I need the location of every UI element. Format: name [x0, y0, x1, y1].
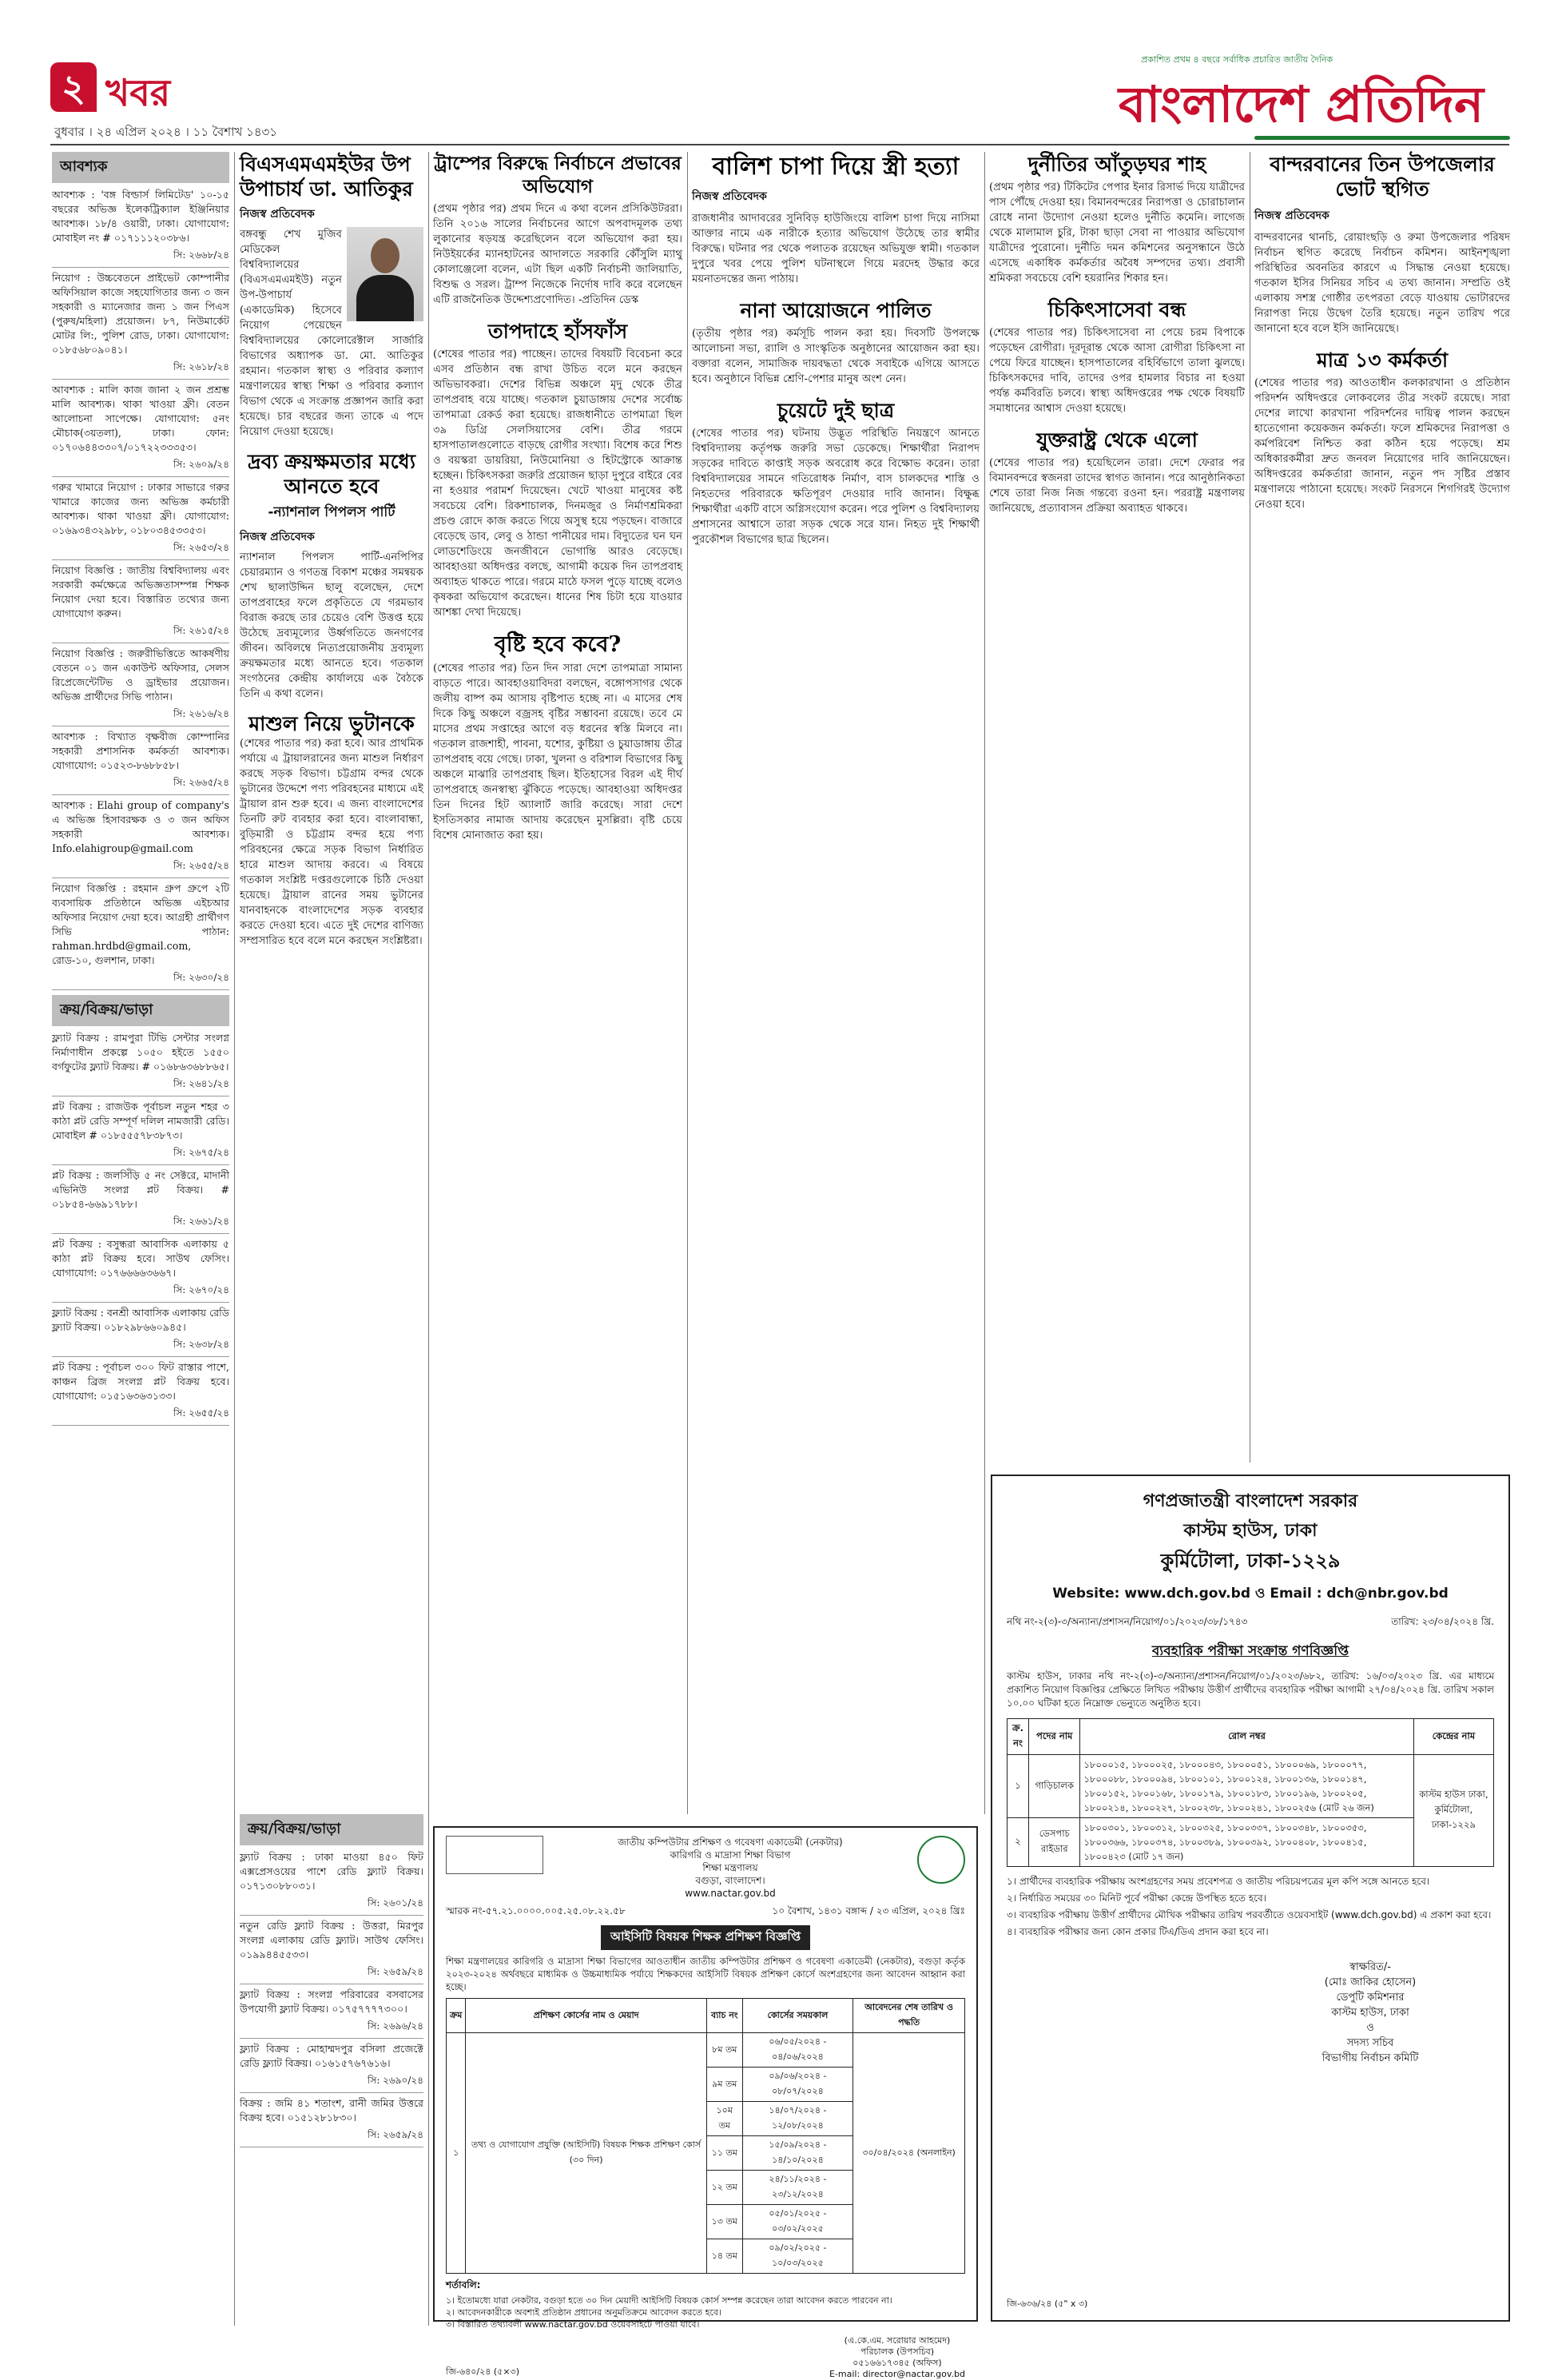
classified-code: সি: ২৬৫৯/২৪ — [367, 2129, 423, 2140]
email: E-mail: director@nactar.gov.bd — [829, 2369, 965, 2379]
notes-list — [1007, 1875, 1494, 1939]
table-cell: ৯ম তম — [706, 2068, 742, 2102]
column-rule — [687, 152, 688, 1814]
classified-ad: ফ্ল্যাট বিক্রয় : বনশ্রী আবাসিক এলাকায় রেডি ফ্ল্যাট বিক্রয়। ০১৮২৯৮৬৬০৯৪৫। — [52, 1307, 230, 1333]
memo-number: স্মারক নং-৫৭.২১.০০০০.০০৫.২৫.০৮.২২.৫৮ — [446, 1905, 626, 1916]
classified-code: সি: ২৬৩০/২৪ — [173, 972, 229, 983]
classified-divider — [52, 559, 229, 560]
article-body: ন্যাশনাল পিপলস পার্টি-এনপিপির চেয়ারম্যান ও গণতন্ত্র বিকাশ মঞ্চের সমন্বয়ক শেখ ছালাউদ্দিন ছালু বলেছেন, দেশে তাপপ্রবাহের ফলে প্রকৃতিতে যে গরমভাব বিরাজ করছে তার চেয়েও বেশি উত্তপ্ত হয়ে উঠেছে দ্রব্যমূল্যের উর্ধ্বগতিতে জনগণের জীবন। অবিলম্বে নিত্যপ্রয়োজনীয় দ্রব্যমূল্য ক্রয়ক্ষমতার মধ্যে আনতে হবে। গতকাল সংগঠনের কেন্দ্রীয় কার্যালয়ে এক বৈঠকে তিনি এ কথা বলেন। — [240, 551, 423, 700]
logo-text: বাংলাদেশ প্রতিদিন — [1119, 75, 1484, 133]
table-cell: ২৪/১১/২০২৪ - ২৩/১২/২০২৪ — [742, 2171, 853, 2205]
conditions-list — [446, 2294, 965, 2330]
note-item: ২। নির্ধারিত সময়ের ৩০ মিনিট পূর্বে পরীক্ষা কেন্দ্রে উপস্থিত হতে হবে। — [1007, 1892, 1266, 1904]
portrait-body — [356, 275, 414, 321]
classified-ad: ফ্ল্যাট বিক্রয় : সংলগ্ন পরিবারের বসবাসের উপযোগী ফ্ল্যাট বিক্রয়। ০১৭৫৭৭৭৭৩০০। — [240, 1988, 423, 2015]
classified-code: সি: ২৬১৮/২৪ — [173, 361, 229, 372]
classified-divider — [52, 1425, 229, 1426]
classified-code: সি: ২৬৫৫/২৪ — [173, 860, 229, 871]
classified-code: সি: ২৬৫৩/২৪ — [173, 542, 229, 553]
table-row — [1008, 1755, 1494, 1818]
org-line: কারিগরি ও মাদ্রাসা শিক্ষা বিভাগ — [670, 1849, 791, 1861]
classified-code: সি: ২৬৩৮/২৪ — [173, 1339, 229, 1350]
org-line: বগুড়া, বাংলাদেশ। — [695, 1875, 765, 1886]
byline: নিজস্ব প্রতিবেদক — [1254, 209, 1329, 222]
reference-number: নথি নং-২(৩)-৩/অন্যান্য/প্রশাসন/নিয়োগ/০১/২০২৩/৩৮/১৭৪৩ — [1007, 1616, 1248, 1627]
table-cell: ১৮০০০১৫, ১৮০০০২৫, ১৮০০০৪৩, ১৮০০০৫১, ১৮০০০৬৯, ১৮০০০৭৭, ১৮০০০৮৮, ১৮০০০৯৪, ১৮০০১০১, ১৮০০১২৪, ১৮০০১৩৬, ১৮০০১৪৭, ১৮০০১৫২, ১৮০০১৬৮, ১৮০০১৭৯, ১৮০০১৮৩, ১৮০০১৯৬, ১৮০০২০৫, ১৮০০২১৪, ১৮০০২২৭, ১৮০০২৩৮, ১৮০০২৪১, ১৮০০২৫৬ (মোট ২৬ জন) — [1080, 1755, 1413, 1818]
table-cell: ১০ম তম — [706, 2102, 742, 2136]
classified-ad: নিয়োগ বিজ্ঞপ্তি : রহমান গ্রুপ গ্রুপে ২টি ব্যবসায়িক প্রতিষ্ঠানে অভিজ্ঞ এইচআর অফিসার নিয়োগ দেয়া হবে। আগ্রহী প্রার্থীগণ সিভি পাঠান: rahman.hrdbd@gmail.com, রোড-১০, গুলশান, ঢাকা। — [52, 882, 229, 966]
classified-divider — [52, 1302, 229, 1303]
table-cell: ১ — [1008, 1755, 1029, 1818]
classifieds-column — [52, 152, 229, 2326]
table-cell: ৮ম তম — [706, 2033, 742, 2068]
column-3 — [433, 152, 682, 1814]
classified-code: সি: ২৬৫৯/২৪ — [367, 1966, 423, 1977]
motto-box — [446, 1836, 543, 1874]
notice-date: তারিখ: ২৩/০৪/২০২৪ খ্রি. — [1391, 1616, 1494, 1627]
article-body: (শেষের পাতার পর) ঘটনায় উদ্ভূত পরিস্থিতি নিয়ন্ত্রণে আনতে বিশ্ববিদ্যালয় কর্তৃপক্ষ জরুরি সভা ডেকেছে। শিক্ষার্থীরা নিরাপদ সড়কের দাবিতে কাপ্তাই সড়ক অবরোধ করে বিক্ষোভ করেন। তারা বিশ্ববিদ্যালয়ের সামনে গতিরোধক নির্মাণ, বাস চালকদের শাস্তি ও নিহতদের পরিবারকে ক্ষতিপূরণ দেওয়ার দাবি জানান। বিক্ষুব্ধ শিক্ষার্থীরা একটি বাসে অগ্নিসংযোগ করেন। পরে পুলিশ ও বিশ্ববিদ্যালয় প্রশাসনের আশ্বাসে তারা সড়ক থেকে সরে যান। নিহত দুই শিক্ষার্থী পুরকৌশল বিভাগের ছাত্র ছিলেন। — [692, 428, 980, 546]
classified-ad: প্লট বিক্রয় : পূর্বাচল ৩০০ ফিট রাস্তার পাশে, কাঞ্চন ব্রিজ সংলগ্ন প্লট বিক্রয় হবে। যোগাযোগ: ০১৫১৬৩৬৩১৩৩। — [52, 1361, 229, 1402]
address-heading: কুর্মিটোলা, ঢাকা-১২২৯ — [1160, 1549, 1341, 1572]
portrait-photo — [347, 227, 423, 321]
article-title: যুক্তরাষ্ট্র থেকে এলো — [1036, 428, 1198, 452]
signature-and: ও — [1366, 2022, 1374, 2034]
classified-ad: প্লট বিক্রয় : রাজউক পূর্বাচল নতুন শহর ৩ কাঠা প্লট রেডি সম্পূর্ণ দলিল নামজারী রেডি। মোবাইল # ০১৮৫৫৫৭৮৩৮৭৩। — [52, 1100, 229, 1141]
byline: নিজস্ব প্রতিবেদক — [240, 531, 315, 543]
table-header-cell: ক্র. নং — [1008, 1719, 1029, 1755]
table-cell: ৩০/০৪/২০২৪ (অনলাইন) — [853, 2033, 965, 2274]
logo-swoosh — [1254, 136, 1510, 140]
classified-ad: প্লট বিক্রয় : বসুন্ধরা আবাসিক এলাকায় ৫ কাঠা প্লট বিক্রয় হবে। সাউথ ফেসিং। যোগাযোগ: ০১৭৬৬৬৬৩৬৬৭। — [52, 1238, 229, 1279]
classified-code: সি: ২৬১৫/২৪ — [173, 625, 229, 636]
classified-ad: বিক্রয় : জমি ৪১ শতাংশ, রানী জমির উত্তরে বিক্রয় হবে। ০১৫১২৮১৮৩০। — [240, 2097, 423, 2123]
classified-ad: ফ্ল্যাট বিক্রয় : রামপুরা টিভি সেন্টার সংলগ্ন নির্মাণাধীন প্রকল্পে ১০৫০ হইতে ১৫৫০ বর্গফুটের ফ্ল্যাট বিক্রয়। # ০১৬৮৬৩৬৮৮৬৫। — [52, 1032, 229, 1073]
website-email[interactable]: Website: www.dch.gov.bd ও Email : dch@nbr.gov.bd — [1052, 1586, 1449, 1602]
table-cell: গাড়িচালক — [1029, 1755, 1080, 1818]
classified-divider — [52, 267, 229, 268]
article-body: (প্রথম পৃষ্ঠার পর) টিকিটের পেপার ইনার রিসার্ভ দিয়ে যাত্রীদের পাস পৌঁছে দেওয়া হয়। বিমানবন্দরের নিরাপত্তা ও চোরাচালান রোধে নানা উদ্যোগ নেওয়া হলেও দুর্নীতি কমেনি। লাগেজ থেকে মালামাল চুরি, টাকা ছাড়া সেবা না পাওয়ার অভিযোগ যাত্রীদের পুরোনো। দুর্নীতি দমন কমিশনের অনুসন্ধানে উঠে এসেছে একাধিক কর্মকর্তার অবৈধ সম্পদের তথ্য। প্রবাসী শ্রমিকরা সবচেয়ে বেশি হয়রানির শিকার হন। — [989, 181, 1245, 285]
condition-item: ২। আবেদনকারীকে অবশ্যই প্রতিষ্ঠান প্রধানের অনুমতিক্রমে আবেদন করতে হবে। — [446, 2307, 721, 2318]
classified-heading-wanted: আবশ্যক — [52, 152, 229, 183]
classified-code: সি: ২৬৭৫/২৪ — [173, 1147, 229, 1158]
column-rule — [984, 152, 985, 1814]
article-body: (শেষের পাতার পর) হয়েছিলেন তারা। দেশে ফেরার পর বিমানবন্দরে স্বজনরা তাদের স্বাগত জানান। পরে আনুষ্ঠানিকতা শেষে তারা নিজ নিজ গন্তব্যে রওনা হন। পররাষ্ট্র মন্ত্রণালয় জানিয়েছে, প্রত্যাবাসন প্রক্রিয়া অব্যাহত থাকবে। — [989, 457, 1245, 515]
table-cell: ১৪ তম — [706, 2239, 742, 2274]
column-6 — [1254, 152, 1510, 1463]
article-title: মাত্র ১৩ কর্মকর্তা — [1316, 348, 1449, 372]
classified-divider — [52, 476, 229, 477]
article-body: (শেষের পাতার পর) আওতাধীন কলকারখানা ও প্রতিষ্ঠান পরিদর্শন অধিদপ্তরে লোকবলের তীব্র সংকট রয়েছে। সারা দেশের লাখো কারখানা পরিদর্শনের দায়িত্ব পালন করছেন হাতেগোনা কয়েকজন কর্মকর্তা। ফলে শ্রমিকদের নিরাপত্তা ও কর্মপরিবেশ নিশ্চিত করা কঠিন হয়ে পড়েছে। শ্রম অধিকারকর্মীরা দ্রুত জনবল নিয়োগের দাবি জানিয়েছেন। অধিদপ্তরের কর্মকর্তারা জানান, নতুন পদ সৃষ্টির প্রস্তাব মন্ত্রণালয়ে পাঠানো হয়েছে। সংকট নিরসনে শিগগিরই উদ্যোগ নেওয়া হবে। — [1254, 377, 1510, 511]
exam-table — [1007, 1718, 1494, 1867]
table-header-cell: প্রশিক্ষণ কোর্সের নাম ও মেয়াদ — [466, 1999, 707, 2033]
article-body: বঙ্গবন্ধু শেখ মুজিব মেডিকেল বিশ্ববিদ্যালয়ের (বিএসএমএমইউ) নতুন উপ-উপাচার্য (একাডেমিক) হিসেবে নিয়োগ পেয়েছেন বিশ্ববিদ্যালয়ের কোলোরেক্টাল সার্জারি বিভাগের অধ্যাপক ডা. মো. আতিকুর রহমান। গতকাল স্বাস্থ্য ও পরিবার কল্যাণ মন্ত্রণালয়ের স্বাস্থ্য শিক্ষা ও পরিবার কল্যাণ বিভাগ থেকে এ সংক্রান্ত প্রজ্ঞাপন জারি করা হয়েছে। চার বছরের জন্য তাকে এ পদে নিয়োগ দেওয়া হয়েছে। — [240, 229, 423, 438]
article-title: নানা আয়োজনে পালিত — [740, 299, 932, 322]
signature-name: (মোঃ জাকির হোসেন) — [1324, 1976, 1417, 1988]
column-4 — [692, 152, 980, 1814]
table-cell: তথ্য ও যোগাযোগ প্রযুক্তি (আইসিটি) বিষয়ক শিক্ষক প্রশিক্ষণ কোর্স (৩০ দিন) — [466, 2033, 707, 2274]
article-body: (শেষের পাতার পর) পাচ্ছেন। তাদের বিষয়টি বিবেচনা করে এসব প্রতিষ্ঠান বন্ধ রাখা উচিত বলে মনে করছেন অভিভাবকরা। দেশের বিভিন্ন অঞ্চলে মৃদু থেকে তীব্র তাপপ্রবাহ বয়ে যাচ্ছে। গতকাল চুয়াডাঙ্গায় দেশের সর্বোচ্চ তাপমাত্রা রেকর্ড করা হয়েছে। রাজধানীতে তাপমাত্রা ছিল ৩৯ ডিগ্রি সেলসিয়াসের বেশি। তীব্র গরমে হাসপাতালগুলোতে বাড়ছে রোগীর সংখ্যা। বিশেষ করে শিশু ও বয়স্করা ডায়রিয়া, নিউমোনিয়া ও হিটস্ট্রোকে আক্রান্ত হচ্ছেন। চিকিৎসকরা জরুরি প্রয়োজন ছাড়া দুপুরে বাইরে বের না হওয়ার পরামর্শ দিয়েছেন। খেটে খাওয়া মানুষের কষ্ট সবচেয়ে বেশি। রিকশাচালক, দিনমজুর ও নির্মাণশ্রমিকরা প্রচণ্ড রোদে কাজ করতে গিয়ে অসুস্থ হয়ে পড়ছেন। বাজারে বেড়েছে ডাব, লেবু ও ঠান্ডা পানীয়ের দাম। বিদ্যুতের ঘন ঘন লোডশেডিংয়ে জনজীবনে ভোগান্তি আরও বেড়েছে। আবহাওয়া অধিদপ্তর বলছে, আগামী কয়েক দিন তাপপ্রবাহ অব্যাহত থাকতে পারে। গরমে মাঠে ফসল পুড়ে যাচ্ছে বলেও কৃষকরা অভিযোগ করেছেন। ধানের শিষ চিটা হয়ে যাওয়ার আশঙ্কা দেখা দিয়েছে। — [433, 348, 682, 619]
website-link[interactable]: www.nactar.gov.bd — [685, 1888, 776, 1899]
notice-date: ১০ বৈশাখ, ১৪৩১ বঙ্গাব্দ / ২৩ এপ্রিল, ২০২৪ খ্রিঃ — [772, 1905, 965, 1916]
table-cell: ০৯/০২/২০২৫ - ১০/০৩/২০২৫ — [742, 2239, 853, 2274]
classified-divider — [52, 794, 229, 795]
notice-intro: কাস্টম হাউস, ঢাকার নথি নং-২(৩)-৩/অন্যান্য/প্রশাসন/নিয়োগ/০১/২০২৩/৬৮২, তারিখ: ১৬/০৩/২০২৩ খ্রি. এর মাধ্যমে প্রকাশিত নিয়োগ বিজ্ঞপ্তির প্রেক্ষিতে লিখিত পরীক্ষায় উত্তীর্ণ প্রার্থীদের ব্যবহারিক পরীক্ষা আগামী ২৭/০৪/২০২৪ খ্রি. তারিখ সকাল ১০.০০ ঘটিকা হতে নিম্নোক্ত ভেন্যুতে অনুষ্ঠিত হবে। — [1007, 1670, 1494, 1709]
table-row — [447, 2033, 965, 2068]
signature-committee: বিভাগীয় নির্বাচন কমিটি — [1322, 2052, 1419, 2064]
classified-ad: আবশ্যক : বিখ্যাত বৃক্ষবীজ কোম্পানির সহকারী প্রশাসনিক কর্মকর্তা আবশ্যক। যোগাযোগ: ০১৫২৩-৮৬৮৮৫৮। — [52, 730, 229, 771]
byline: নিজস্ব প্রতিবেদক — [692, 190, 767, 203]
nactar-training-notice — [433, 1826, 978, 2379]
classified-code: সি: ২৬৫৫/২৪ — [173, 1407, 229, 1419]
table-cell: কাস্টম হাউস ঢাকা, কুর্মিটোলা, ঢাকা-১২২৯ — [1413, 1755, 1493, 1867]
table-cell: ০৯/০৬/২০২৪ - ০৮/০৭/২০২৪ — [742, 2068, 853, 2102]
table-cell: ০৫/০১/২০২৫ - ০৩/০২/২০২৫ — [742, 2205, 853, 2239]
table-cell: ১২ তম — [706, 2171, 742, 2205]
article-body: (প্রথম পৃষ্ঠার পর) প্রথম দিনে এ কথা বলেন প্রসিকিউটররা। তিনি ২০১৬ সালের নির্বাচনের আগে অপবাদমূলক তথ্য লুকানোর ষড়যন্ত্র করেছিলেন বলে অভিযোগ করা হয়। নিউইয়র্কের ম্যানহাটনের আদালতে সরকারি কৌঁসুলি ম্যাথু কোলাঞ্জেলো বলেন, এটা ছিল একটি নির্বাচনী জালিয়াতি, বিশুদ্ধ ও সরল। ট্রাম্প নিজেকে নির্দোষ দাবি করে বলেছেন এটি রাজনৈতিক উদ্দেশ্যপ্রণোদিত। -প্রতিদিন ডেস্ক — [433, 203, 682, 306]
table-cell: ০৬/০৫/২০২৪ - ০৪/০৬/২০২৪ — [742, 2033, 853, 2068]
classified-heading-sale: ক্রয়/বিক্রয়/ভাড়া — [240, 1814, 423, 1845]
classified-ad: প্লট বিক্রয় : জলসিঁড়ি ৫ নং সেক্টরে, মাদানী এভিনিউ সংলগ্ন প্লট বিক্রয়। # ০১৮৫৪-৬৬৯১৭৮৮। — [52, 1169, 229, 1210]
classified-list-sale — [52, 1031, 229, 1426]
article-body: (শেষের পাতার পর) তিন দিন সারা দেশে তাপমাত্রা সামান্য বাড়তে পারে। আবহাওয়াবিদরা বলছেন, বঙ্গোপসাগর থেকে জলীয় বাষ্প কম আসায় বৃষ্টিপাত হচ্ছে না। এ মাসের শেষ দিকে কিছু অঞ্চলে বজ্রসহ বৃষ্টির সম্ভাবনা রয়েছে। তবে মে মাসের প্রথম সপ্তাহের আগে বড় ধরনের স্বস্তি মিলবে না। গতকাল রাজশাহী, পাবনা, যশোর, কুষ্টিয়া ও চুয়াডাঙ্গায় তীব্র তাপপ্রবাহ বয়ে গেছে। ঢাকা, খুলনা ও বরিশাল বিভাগের কিছু অঞ্চলে মাঝারি তাপপ্রবাহ ছিল। ইতিহাসের বিরল এই দীর্ঘ তাপপ্রবাহে জনস্বাস্থ্য ঝুঁকিতে পড়েছে। আবহাওয়া অধিদপ্তর তিন দিনের হিট অ্যালার্ট জারি করেছে। সারা দেশে ইসতিসকার নামাজ আদায় করেছেন মুসল্লিরা। বৃষ্টি চেয়ে বিশেষ মোনাজাত করা হয়। — [433, 663, 682, 842]
office-heading: কাস্টম হাউস, ঢাকা — [1183, 1520, 1318, 1541]
article-subtitle: -ন্যাশনাল পিপলস পার্টি — [268, 504, 395, 520]
classified-heading-sale: ক্রয়/বিক্রয়/ভাড়া — [52, 995, 229, 1026]
classified-code: সি: ২৬৬৫/২৪ — [173, 777, 229, 788]
article-body: (তৃতীয় পৃষ্ঠার পর) কর্মসূচি পালন করা হয়। দিবসটি উপলক্ষে আলোচনা সভা, র‍্যালি ও সাংস্কৃতিক অনুষ্ঠানের আয়োজন করা হয়। বক্তারা বলেন, সামাজিক দায়বদ্ধতা থেকে সবাইকে এগিয়ে আসতে হবে। অনুষ্ঠানে বিভিন্ন শ্রেণি-পেশার মানুষ অংশ নেন। — [692, 328, 980, 385]
org-emblem — [917, 1836, 965, 1884]
table-header-cell: ক্রম — [447, 1999, 466, 2033]
signature-title: পরিচালক (উপসচিব) — [860, 2346, 935, 2357]
article-body: রাজধানীর আদাবরের সুনিবিড় হাউজিংয়ে বালিশ চাপা দিয়ে নাসিমা আক্তার নামে এক নারীকে হত্যার অভিযোগ উঠেছে তার স্বামীর বিরুদ্ধে। ঘটনার পর থেকে পলাতক রয়েছেন অভিযুক্ত স্বামী। গতকাল দুপুরে খবর পেয়ে পুলিশ ঘটনাস্থলে গিয়ে মরদেহ উদ্ধার করে ময়নাতদন্তের জন্য পাঠায়। — [692, 213, 980, 285]
note-item: ৪। ব্যবহারিক পরীক্ষার জন্য কোন প্রকার টিএ/ডিএ প্রদান করা হবে না। — [1007, 1926, 1269, 1937]
table-cell: ১৫/০৯/২০২৪ - ১৪/১০/২০২৪ — [742, 2136, 853, 2171]
classified-code: সি: ২৬০৯/২৪ — [173, 459, 229, 470]
table-cell: ২ — [1008, 1818, 1029, 1867]
notice-title: আইসিটি বিষয়ক শিক্ষক প্রশিক্ষণ বিজ্ঞপ্তি — [601, 1925, 810, 1950]
classified-ad: ফ্ল্যাট বিক্রয় : ঢাকা মাওয়া ৪৫০ ফিট এক্সপ্রেসওয়ের পাশে রেডি ফ্ল্যাট বিক্রয়। ০১৭১৩০৮৮০৩১। — [240, 1851, 423, 1892]
note-item: ৩। ব্যবহারিক পরীক্ষায় উত্তীর্ণ প্রার্থীদের মৌখিক পরীক্ষার তারিখ পরবর্তীতে ওয়েবসাইট (www.dch.gov.bd) এ প্রকাশ করা হবে। — [1007, 1909, 1492, 1920]
classified-divider — [240, 1915, 423, 1916]
article-body: বান্দরবানের থানচি, রোয়াংছড়ি ও রুমা উপজেলার পরিষদ নির্বাচন স্থগিত করেছে নির্বাচন কমিশন। আইনশৃঙ্খলা পরিস্থিতির অবনতির কারণে এ সিদ্ধান্ত নেওয়া হয়েছে। গতকাল ইসির সিনিয়র সচিব এ তথ্য জানান। সম্প্রতি ওই এলাকায় সশস্ত্র গোষ্ঠীর তৎপরতা বেড়ে যাওয়ায় ভোটারদের নিরাপত্তা নিয়ে উদ্বেগ তৈরি হয়েছে। নতুন তারিখ পরে জানানো হবে বলে ইসি জানিয়েছে। — [1254, 232, 1510, 335]
note-item: ১। প্রার্থীদের ব্যবহারিক পরীক্ষায় অংশগ্রহণের সময় প্রবেশপত্র ও জাতীয় পরিচয়পত্রের মূল কপি সঙ্গে আনতে হবে। — [1007, 1876, 1430, 1887]
classified-code: সি: ২৬৬১/২৪ — [173, 1216, 229, 1227]
table-header-cell: পদের নাম — [1029, 1719, 1080, 1755]
page-number: ২ — [62, 66, 85, 109]
classified-ad: নতুন রেডি ফ্ল্যাট বিক্রয় : উত্তরা, মিরপুর সংলগ্ন এলাকায় রেডি ফ্ল্যাট। সাউথ ফেসিং। ০১৯৯৪৪৫৫৩৩। — [240, 1920, 423, 1960]
logo-tagline: প্রকাশিত প্রথম ৪ বছরে সর্বাধিক প্রচারিত জাতীয় দৈনিক — [1141, 54, 1333, 65]
classified-divider — [52, 989, 229, 990]
article-title: দ্রব্য ক্রয়ক্ষমতার মধ্যে আনতে হবে — [248, 450, 415, 498]
customs-exam-notice — [991, 1475, 1510, 2322]
classified-code: সি: ২৬৯০/২৪ — [367, 2075, 423, 2086]
table-header-cell: কোর্সের সময়কাল — [742, 1999, 853, 2033]
signature-title: ডেপুটি কমিশনার — [1336, 1992, 1405, 2004]
signature-role: সদস্য সচিব — [1346, 2037, 1394, 2049]
signature-name: (এ.কে.এম. সরোয়ার আহমেদ) — [844, 2335, 951, 2346]
column-2 — [240, 152, 423, 1806]
classified-ad: আবশ্যক : 'বঙ্গ বিল্ডার্স লিমিটেড' ১০-১৫ বছরের অভিজ্ঞ ইলেকট্রিক্যাল ইঞ্জিনিয়ার আবশ্যক। ১৮/৪ ওয়ারী, ঢাকা। যোগাযোগ: মোবাইল নং # ০১৭১১১২০৩৮৬। — [52, 189, 229, 244]
byline: নিজস্ব প্রতিবেদক — [240, 208, 315, 221]
classified-code: সি: ২৬৪১/২৪ — [173, 1078, 229, 1089]
classified-code: সি: ২৬১৬/২৪ — [173, 708, 229, 719]
column-rule — [234, 152, 235, 2326]
article-title: মাশুল নিয়ে ভুটানকে — [248, 712, 415, 735]
header-date: বুধবার । ২৪ এপ্রিল ২০২৪ । ১১ বৈশাখ ১৪৩১ — [54, 125, 278, 139]
classified-ad: আবশ্যক : Elahi group of company's এ অভিজ্ঞ হিসাবরক্ষক ও ৩ জন অফিস সহকারী আবশ্যক। Info.elahigroup@gmail.com — [52, 799, 229, 854]
condition-item: ১। ইতোমধ্যে যারা নেকটার, বগুড়া হতে ৩০ দিন মেয়াদী আইসিটি বিষয়ক কোর্স সম্পন্ন করেছেন তারা আবেদন করতে পারবেন না। — [446, 2295, 892, 2306]
classified-divider — [52, 1356, 229, 1357]
classified-code: সি: ২৬৭০/২৪ — [173, 1284, 229, 1295]
table-cell: ১১ তম — [706, 2136, 742, 2171]
classified-code: সি: ২৬৯৬/২৪ — [367, 2020, 423, 2032]
condition-item: ৩। বিস্তারিত তথ্যাবলী www.nactar.gov.bd ওয়েবসাইটে পাওয়া যাবে। — [446, 2319, 700, 2330]
table-cell: ১ — [447, 2033, 466, 2274]
article-title: বালিশ চাপা দিয়ে স্ত্রী হত্যা — [712, 153, 960, 181]
classified-list-wanted — [52, 188, 229, 990]
classified-divider — [240, 2038, 423, 2039]
table-cell: ১৪/০৭/২০২৪ - ১২/০৮/২০২৪ — [742, 2102, 853, 2136]
classifieds-column-2 — [240, 1814, 423, 2326]
signature-office: কাস্টম হাউস, ঢাকা — [1331, 2007, 1409, 2019]
article-title: বান্দরবানের তিন উপজেলার ভোট স্থগিত — [1270, 153, 1495, 201]
phone: ০৫১৬৬১৭৩৪৫ (অফিস) — [853, 2358, 942, 2368]
table-header-cell: রোল নম্বর — [1080, 1719, 1413, 1755]
classified-code: সি: ২৬০১/২৪ — [367, 1897, 423, 1908]
article-body: (শেষের পাতার পর) করা হবে। আর প্রাথমিক পর্যায়ে এ ট্রায়ালরানের জন্য মাশুল নির্ধারণ করছে সড়ক বিভাগ। চট্টগ্রাম বন্দর থেকে ভুটানের উদ্দেশে পণ্য পরিবহনের মাধ্যমে এই ট্রায়াল রান শুরু হবে। এ জন্য বাংলাদেশের তিনটি রুট ব্যবহার করা হবে। বাংলাবান্ধা, বুড়িমারী ও চট্টগ্রাম বন্দর হয়ে পণ্য পরিবহনের ক্ষেত্রে সড়ক বিভাগ নির্ধারিত হারে মাশুল আদায় করবে। এ বিষয়ে গতকাল সংশ্লিষ্ট দপ্তরগুলোকে চিঠি দেওয়া হয়েছে। ট্রায়াল রানের সময় ভুটানের যানবাহনকে বাংলাদেশের সড়ক ব্যবহার করতে দেওয়া হবে। এতে দুই দেশের বাণিজ্য সম্প্রসারিত হবে বলে মনে করছেন সংশ্লিষ্টরা। — [240, 738, 423, 947]
classified-divider — [52, 1233, 229, 1234]
ad-code: জি-৬৩৬/২৪ (৫" x ৩) — [1007, 2298, 1088, 2309]
gov-heading: গণপ্রজাতন্ত্রী বাংলাদেশ সরকার — [1143, 1490, 1358, 1511]
classified-ad: আবশ্যক : মালি কাজ জানা ২ জন প্রশ্রম্ভ মালি আবশ্যক। থাকা খাওয়া ফ্রী। বেতন আলোচনা সাপেক্ষে। যোগাযোগ: ৫নং মৌচাক(৩য়তলা), ঢাকা। ফোন: ০১৭০৬৪৪৩৩০৭/০১৭২২৩৩৩৫৩। — [52, 384, 229, 453]
classified-divider — [52, 1164, 229, 1165]
masthead — [0, 0, 1558, 160]
article-body: (শেষের পাতার পর) চিকিৎসাসেবা না পেয়ে চরম বিপাকে পড়েছেন রোগীরা। দূরদূরান্ত থেকে আসা রোগীরা চিকিৎসা না পেয়ে ফিরে যাচ্ছেন। হাসপাতালের বহির্বিভাগে তালা ঝুলছে। চিকিৎসকদের দাবি, তাদের ওপর হামলার বিচার না হওয়া পর্যন্ত কর্মবিরতি চলবে। স্বাস্থ্য অধিদপ্তরের পক্ষ থেকে বিষয়টি সমাধানের আশ্বাস দেওয়া হয়েছে। — [989, 327, 1245, 415]
section-name: খবর — [105, 71, 171, 114]
article-title: চুয়েটে দুই ছাত্র — [777, 399, 895, 422]
header-rule — [50, 144, 1509, 145]
table-header-cell: ব্যাচ নং — [706, 1999, 742, 2033]
classified-ad: নিয়োগ : উচ্চবেতনে প্রাইভেট কোম্পানীর অফিসিয়াল কাজে সহযোগিতার জন্য ৩ জন সহকারী ও ম্যানেজার জন্য ১ জন পিএস (পুরুষ/মহিলা) প্রয়োজন। ৮৭, নিউমার্কেট মোটর লি:, পুলিশ রোড, ঢাকা। যোগাযোগ: ০১৮৫৬৮০৯০৪১। — [52, 272, 229, 356]
table-header-cell: কেন্দ্রের নাম — [1413, 1719, 1493, 1755]
classified-ad: গরুর খামারে নিয়োগ : ঢাকার সাভারে গরুর খামারে কাজের জন্য অভিজ্ঞ কর্মচারী আবশ্যক। থাকা খাওয়া ফ্রী। যোগাযোগ: ০১৬৯৩৪৩২৯৮৮, ০১৮০৩৪৫৩৩৫৩। — [52, 481, 229, 536]
portrait-head — [371, 238, 399, 273]
article-title: চিকিৎসাসেবা বন্ধ — [1047, 298, 1186, 321]
article-title: বিএসএমএমইউর উপ উপাচার্য ডা. আতিকুর — [240, 153, 413, 201]
org-line: জাতীয় কম্পিউটার প্রশিক্ষণ ও গবেষণা একাডেমী (নেকটার) — [618, 1837, 843, 1848]
org-line: শিক্ষা মন্ত্রণালয় — [702, 1862, 758, 1873]
classified-divider — [240, 2092, 423, 2093]
classified-ad: নিয়োগ বিজ্ঞপ্তি : জরুরীভিত্তিতে আকর্ষণীয় বেতনে ০১ জন একাউন্ট অফিসার, সেলস রিপ্রেজেন্টেটিভ ও ড্রাইভার প্রয়োজন। অভিজ্ঞ প্রার্থীদের সিভি পাঠান। — [52, 647, 229, 702]
article-title: ট্রাম্পের বিরুদ্ধে নির্বাচনে প্রভাবের অভিযোগ — [434, 153, 682, 197]
classified-ad: নিয়োগ বিজ্ঞপ্তি : জাতীয় বিশ্ববিদ্যালয় এবং সরকারী কর্মক্ষেত্রে অভিজ্ঞতাসম্পন্ন শিক্ষক নিয়োগ দেয়া হবে। বিস্তারিত তথ্যের জন্য যোগাযোগ করুন। — [52, 564, 229, 619]
notice-title: ব্যবহারিক পরীক্ষা সংক্রান্ত গণবিজ্ঞপ্তি — [1151, 1643, 1349, 1659]
table-cell: ১৮০০৩০১, ১৮০০৩১২, ১৮০০৩২৫, ১৮০০৩৩৭, ১৮০০৩৪৮, ১৮০০৩৫৩, ১৮০০৩৬৬, ১৮০০৩৭৪, ১৮০০৩৮৯, ১৮০০৩৯২, ১৮০০৪০৮, ১৮০০৪১৫, ১৮০০৪২৩ (মোট ১৭ জন) — [1080, 1818, 1413, 1867]
classified-code: সি: ২৬৬৮/২৪ — [173, 249, 229, 261]
column-rule — [428, 152, 429, 2326]
table-header-cell: আবেদনের শেষ তারিখ ও পদ্ধতি — [853, 1999, 965, 2033]
notice-intro: শিক্ষা মন্ত্রণালয়ের কারিগরি ও মাদ্রাসা শিক্ষা বিভাগের আওতাধীন জাতীয় কম্পিউটার প্রশিক্ষণ ও গবেষণা একাডেমী (নেকটার), বগুড়া কর্তৃক ২০২৩-২০২৪ অর্থবছরে মাধ্যমিক ও উচ্চমাধ্যমিক পর্যায়ে শিক্ষকদের আইসিটি বিষয়ক প্রশিক্ষণ কোর্সে অংশগ্রহণের জন্য আবেদন আহ্বান করা হচ্ছে। — [446, 1956, 965, 1992]
conditions-heading: শর্তাবলি: — [446, 2279, 481, 2290]
article-title: বৃষ্টি হবে কবে? — [494, 632, 622, 657]
course-table — [446, 1998, 965, 2274]
signature-line: স্বাক্ষরিত/- — [1349, 1961, 1391, 1973]
article-title: দুর্নীতির আঁতুড়ঘর শাহ — [1027, 153, 1206, 176]
ad-code: জি-৬৪০/২৪ (৫×৩) — [446, 2366, 519, 2377]
classified-ad: ফ্ল্যাট বিক্রয় : মোহাম্মদপুর বসিলা প্রজেক্টে রেডি ফ্ল্যাট বিক্রয়। ০১৬১৫৭৬৭৬১৬। — [240, 2043, 423, 2069]
classified-list-sale-2 — [240, 1850, 423, 2147]
classified-divider — [52, 379, 229, 380]
article-title: তাপদাহে হাঁসফাঁস — [487, 320, 628, 343]
table-cell: ডেসপাচ রাইডার — [1029, 1818, 1080, 1867]
table-cell: ১৩ তম — [706, 2205, 742, 2239]
column-5 — [989, 152, 1245, 1463]
